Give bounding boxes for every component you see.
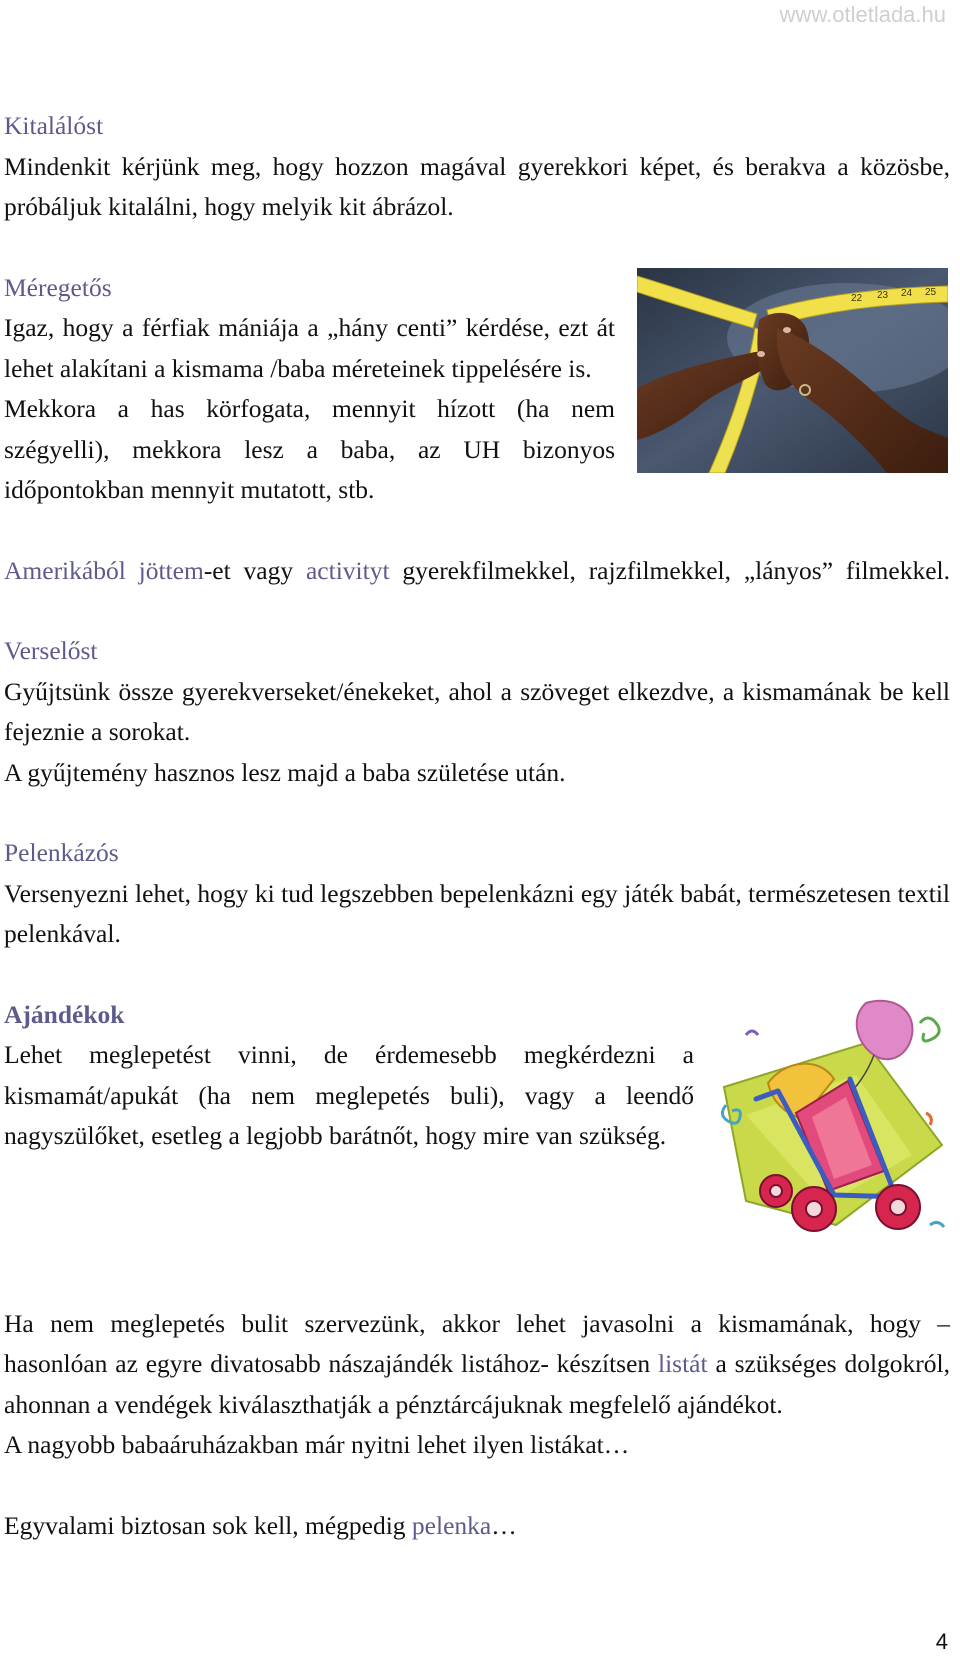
section-body: Gyűjtsünk össze gyerekverseket/énekeket, ahol a szöveget elkezdve, a kismamának be kell fejeznie a sorokat.	[4, 676, 950, 746]
section-kitalalost	[4, 106, 950, 228]
inline-text: Ha nem meglepetés bulit szervezünk, akkor lehet javasolni a kismamának, hogy – hasonlóan az egyre divatosabb nászajándék listához- készítsen	[4, 1308, 950, 1378]
section-lista	[4, 1304, 950, 1466]
section-body	[4, 1506, 950, 1547]
section-pelenka	[4, 1506, 950, 1547]
inline-text: a szükséges dolgokról, ahonnan a vendégek kiválaszthatják a pénztárcájuknak megfelelő ajándékot.	[4, 1349, 950, 1419]
inline-text: Egyvalami biztosan sok kell, mégpedig	[4, 1510, 412, 1540]
section-heading: Verselőst	[4, 636, 98, 665]
section-body: A nagyobb babaáruházakban már nyitni lehet ilyen listákat…	[4, 1430, 630, 1459]
section-verselost	[4, 631, 950, 793]
section-body: Mekkora a has körfogata, mennyit hízott (ha nem szégyelli), mekkora lesz a baba, az UH bizonyos időpontokban mennyit mutatott, stb.	[4, 394, 615, 504]
inline-text: …	[491, 1510, 517, 1540]
page-content	[4, 106, 950, 1586]
inline-text: -et vagy	[203, 555, 306, 585]
game-link-amerikabol[interactable]: Amerikából jöttem	[4, 555, 204, 585]
section-body: Lehet meglepetést vinni, de érdemesebb megkérdezni a kismamát/apukát (ha nem meglepetés buli), vagy a leendő nagyszülőket, esetleg a legjobb barátnőt, hogy mire van szükség.	[4, 1040, 694, 1150]
section-heading: Pelenkázós	[4, 838, 119, 867]
stroller-clipart	[716, 995, 956, 1260]
page-number: 4	[935, 1629, 948, 1654]
measuring-tape-photo	[637, 268, 948, 473]
section-body: A gyűjtemény hasznos lesz majd a baba születése után.	[4, 757, 566, 787]
section-body: Versenyezni lehet, hogy ki tud legszebben bepelenkázni egy játék babát, természetesen textil pelenkával.	[4, 878, 950, 948]
section-heading: Méregetős	[4, 272, 112, 302]
section-body	[4, 1304, 950, 1426]
section-meregetos	[4, 268, 950, 511]
lista-link[interactable]: listát	[658, 1349, 708, 1378]
site-url[interactable]: www.otletlada.hu	[779, 2, 946, 27]
section-body: Mindenkit kérjünk meg, hogy hozzon magával gyerekkori képet, és berakva a közösbe, próbáljuk kitalálni, hogy melyik kit ábrázol.	[4, 151, 950, 221]
svg-text:22: 22	[851, 292, 863, 304]
game-link-activity[interactable]: activityt	[305, 555, 390, 585]
svg-text:23: 23	[877, 289, 889, 301]
section-body: Igaz, hogy a férfiak mániája a „hány centi” kérdése, ezt át lehet alakítani a kismama /baba méreteinek tippelésére is.	[4, 313, 615, 383]
section-pelenkazos	[4, 833, 950, 955]
section-heading: Kitalálóst	[4, 111, 104, 140]
svg-text:25: 25	[925, 286, 937, 298]
section-body	[4, 551, 950, 592]
svg-text:24: 24	[901, 287, 913, 299]
section-ajandekok	[4, 995, 950, 1270]
pelenka-link[interactable]: pelenka	[411, 1510, 492, 1540]
section-heading: Ajándékok	[4, 999, 125, 1029]
section-amerikabol	[4, 551, 950, 592]
inline-text: gyerekfilmekkel, rajzfilmekkel, „lányos” filmekkel.	[389, 555, 950, 585]
